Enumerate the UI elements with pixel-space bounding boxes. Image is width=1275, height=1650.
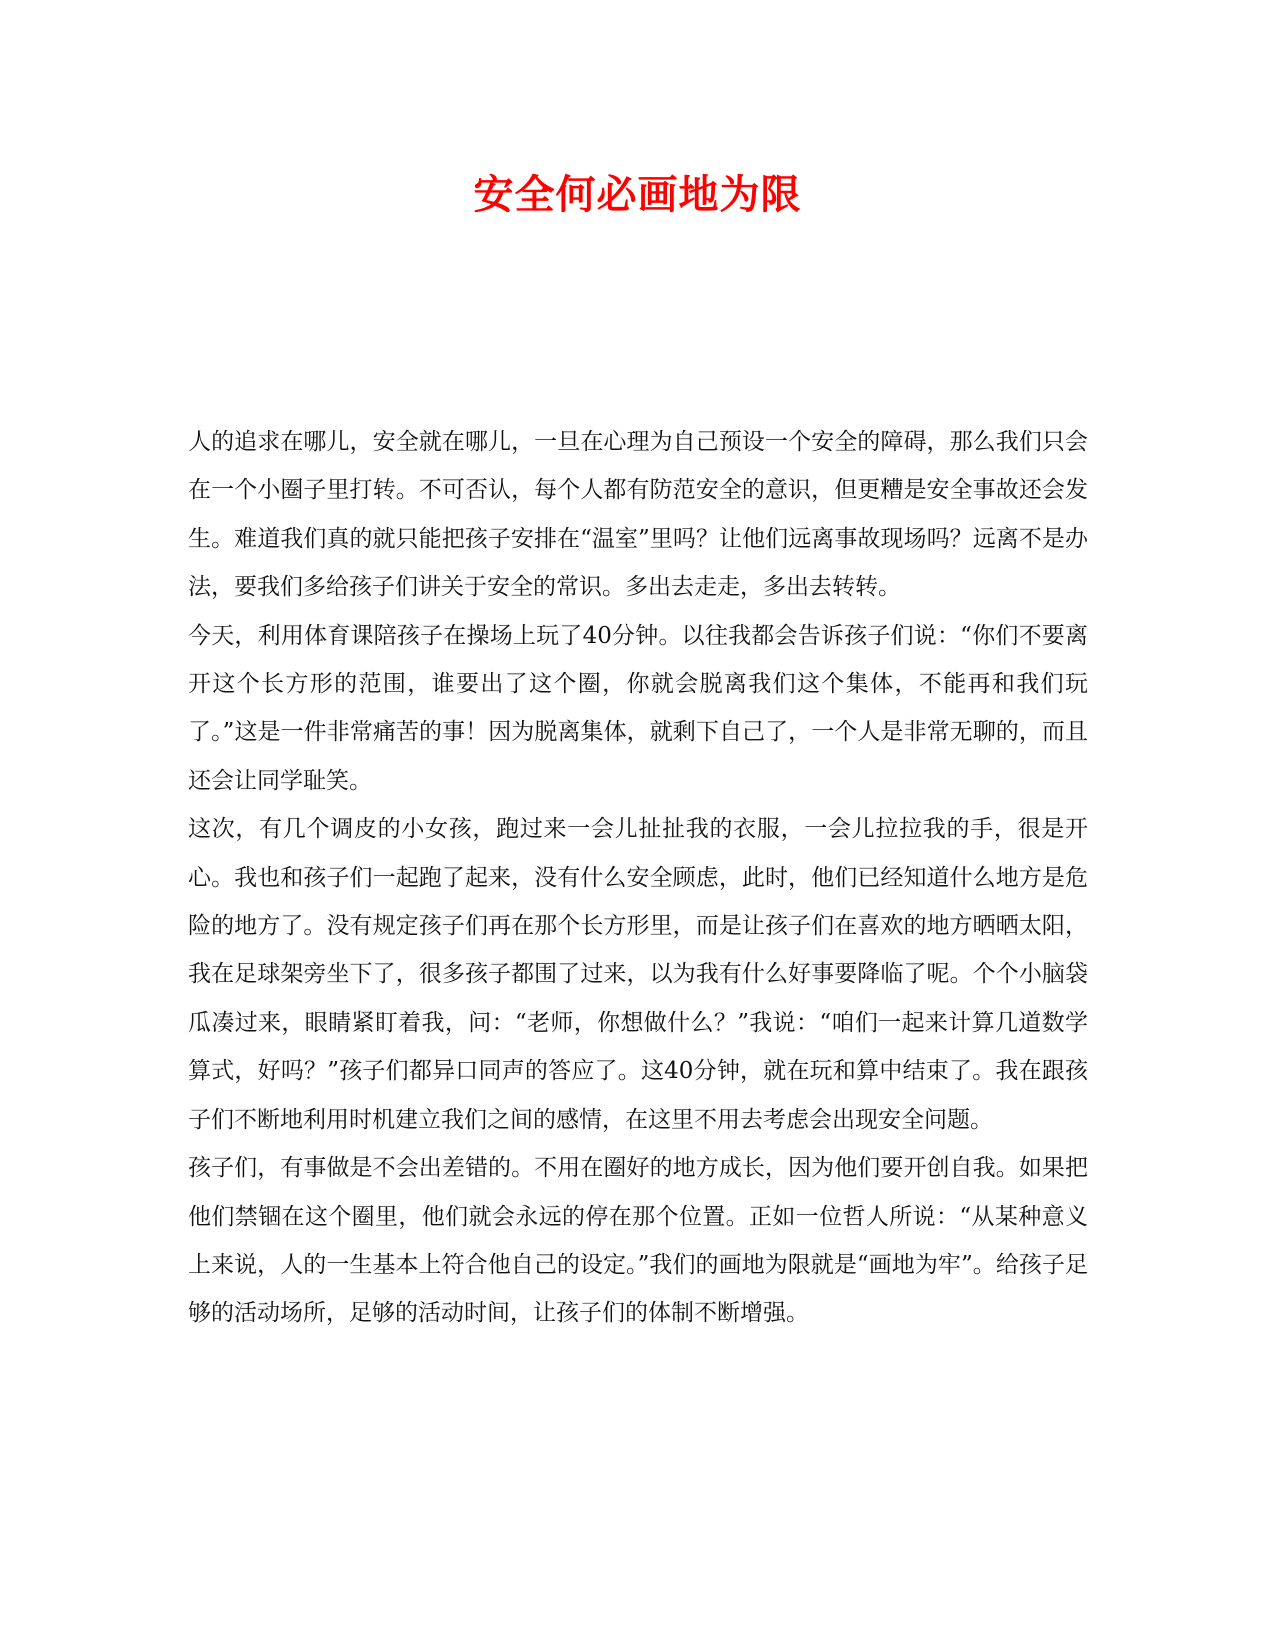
- document-title: 安全何必画地为限: [473, 171, 802, 218]
- paragraph-4: 孩子们，有事做是不会出差错的。不用在圈好的地方成长，因为他们要开创自我。如果把他们禁锢在这个圈里，他们就会永远的停在那个位置。正如一位哲人所说：“从某种意义上来说，人的一生基本上符合他自己的设定。”我们的画地为限就是“画地为牢”。给孩子足够的活动场所，足够的活动时间，让孩子们的体制不断增强。: [188, 1155, 1088, 1327]
- paragraph-2: 今天，利用体育课陪孩子在操场上玩了40分钟。以往我都会告诉孩子们说：“你们不要离开这个长方形的范围，谁要出了这个圈，你就会脱离我们这个集体，不能再和我们玩了。”这是一件非常痛苦的事！因为脱离集体，就剩下自己了，一个人是非常无聊的，而且还会让同学耻笑。: [188, 622, 1088, 794]
- paragraph-1: 人的追求在哪儿，安全就在哪儿，一旦在心理为自己预设一个安全的障碍，那么我们只会在一个小圈子里打转。不可否认，每个人都有防范安全的意识，但更糟是安全事故还会发生。难道我们真的就只能把孩子安排在“温室”里吗？让他们远离事故现场吗？远离不是办法，要我们多给孩子们讲关于安全的常识。多出去走走，多出去转转。: [188, 429, 1088, 601]
- paragraph-3: 这次，有几个调皮的小女孩，跑过来一会儿扯扯我的衣服，一会儿拉拉我的手，很是开心。我也和孩子们一起跑了起来，没有什么安全顾虑，此时，他们已经知道什么地方是危险的地方了。没有规定孩子们再在那个长方形里，而是让孩子们在喜欢的地方晒晒太阳，我在足球架旁坐下了，很多孩子都围了过来，以为我有什么好事要降临了呢。个个小脑袋瓜凑过来，眼睛紧盯着我，问：“老师，你想做什么？”我说：“咱们一起来计算几道数学算式，好吗？”孩子们都异口同声的答应了。这40分钟，就在玩和算中结束了。我在跟孩子们不断地利用时机建立我们之间的感情，在这里不用去考虑会出现安全问题。: [188, 816, 1088, 1133]
- document-body: [188, 418, 1088, 1338]
